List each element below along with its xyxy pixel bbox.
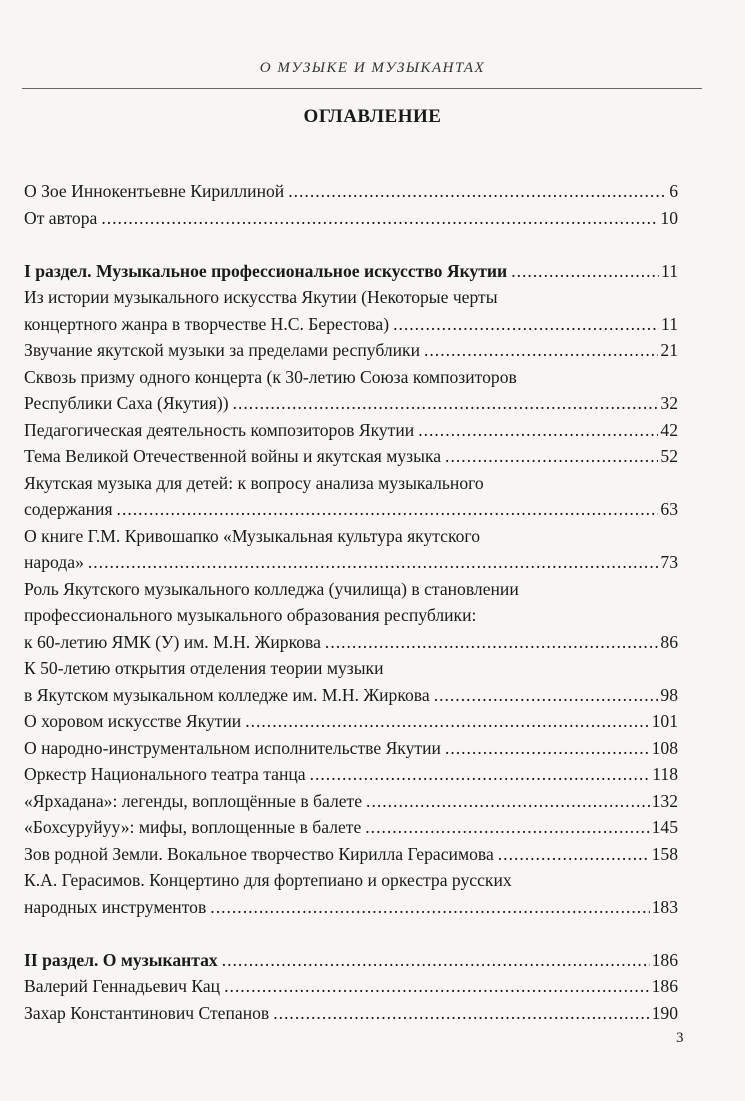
toc-page-number: 186: [651, 949, 678, 970]
toc-entry-line: [24, 549, 678, 576]
toc-entry-title: Педагогическая деятельность композиторов Якутии: [24, 419, 415, 440]
dot-leader: [424, 337, 658, 364]
toc-entry-title: Оркестр Национального театра танца: [24, 764, 306, 784]
toc-entry[interactable]: [24, 841, 678, 868]
toc-entry-line: [24, 841, 678, 868]
toc-entry-title: содержания: [24, 499, 113, 519]
toc-entry[interactable]: [24, 443, 678, 470]
toc-entry[interactable]: [24, 814, 678, 841]
dot-leader: [101, 205, 658, 232]
toc-entry-title: народа»: [24, 552, 84, 572]
toc-entry[interactable]: [24, 337, 678, 364]
toc-entry-line: [24, 629, 678, 656]
toc-entry[interactable]: [24, 284, 678, 337]
table-of-contents: [24, 178, 678, 1026]
toc-entry-title: профессионального музыкального образования республики:: [24, 605, 477, 625]
toc-entry-title: концертного жанра в творчестве Н.С. Берестова): [24, 313, 390, 334]
toc-page-number: 101: [651, 711, 678, 731]
toc-page-number: 73: [660, 552, 678, 572]
toc-entry-line: [24, 284, 678, 311]
toc-entry[interactable]: [24, 470, 678, 523]
toc-entry[interactable]: [24, 761, 678, 788]
toc-entry[interactable]: [24, 788, 678, 815]
toc-page-number: 10: [660, 207, 678, 228]
dot-leader: [310, 761, 651, 788]
toc-entry-line: [24, 470, 678, 497]
toc-entry-line: [24, 390, 678, 417]
toc-entry-title: О хоровом искусстве Якутии: [24, 711, 242, 731]
toc-entry-title: О книге Г.М. Кривошапко «Музыкальная культура якутского: [24, 525, 480, 546]
toc-page-number: 158: [651, 843, 678, 864]
toc-entry-title: к 60-летию ЯМК (У) им. М.Н. Жиркова: [24, 631, 321, 652]
toc-entry-title: Захар Константинович Степанов: [24, 1002, 270, 1023]
toc-entry-line: [24, 655, 678, 682]
toc-entry-line: [24, 417, 678, 444]
toc-entry-line: [24, 258, 678, 285]
toc-page-number: 52: [660, 446, 678, 466]
dot-leader: [418, 417, 658, 444]
toc-entry-title: Звучание якутской музыки за пределами республики: [24, 340, 420, 360]
toc-entry-title: в Якутском музыкальном колледже им. М.Н. Жиркова: [24, 684, 430, 705]
page-number: 3: [676, 1030, 684, 1046]
toc-title: ОГЛАВЛЕНИЕ: [303, 106, 442, 127]
toc-entry-title: Республики Саха (Якутия)): [24, 393, 229, 413]
toc-entry-title: народных инструментов: [24, 896, 207, 917]
running-head: О МУЗЫКЕ И МУЗЫКАНТАХ: [259, 60, 486, 76]
toc-page-number: 132: [651, 790, 678, 811]
toc-entry-line: [24, 894, 678, 921]
toc-entry-title: Роль Якутского музыкального колледжа (училища) в становлении: [24, 578, 519, 599]
toc-entry-title: «Ярхадана»: легенды, воплощённые в балете: [24, 790, 363, 811]
toc-page-number: 190: [651, 1002, 678, 1023]
toc-entry-line: [24, 947, 678, 974]
dot-leader: [210, 894, 649, 921]
header-rule: [22, 88, 702, 89]
toc-page-number: 118: [652, 764, 678, 784]
toc-entry-line: [24, 496, 678, 523]
toc-page-number: 11: [661, 313, 678, 334]
toc-entry-line: [24, 602, 678, 629]
dot-leader: [498, 841, 650, 868]
toc-entry-line: [24, 576, 678, 603]
toc-entry-line: [24, 205, 678, 232]
toc-entry-title: Зов родной Земли. Вокальное творчество Кирилла Герасимова: [24, 843, 494, 864]
toc-page-number: 98: [660, 684, 678, 705]
toc-page-number: 186: [651, 976, 678, 996]
toc-entry[interactable]: [24, 576, 678, 656]
toc-entry[interactable]: [24, 364, 678, 417]
dot-leader: [445, 735, 650, 762]
toc-entry[interactable]: [24, 523, 678, 576]
toc-entry-title: Тема Великой Отечественной войны и якутская музыка: [24, 446, 442, 466]
section-spacer: [24, 920, 678, 947]
toc-entry-title: О народно-инструментальном исполнительстве Якутии: [24, 737, 441, 758]
dot-leader: [434, 682, 659, 709]
toc-entry[interactable]: [24, 735, 678, 762]
dot-leader: [325, 629, 658, 656]
dot-leader: [365, 814, 649, 841]
toc-entry-line: [24, 337, 678, 364]
toc-page-number: 6: [669, 181, 678, 201]
toc-entry-title: Из истории музыкального искусства Якутии (Некоторые черты: [24, 287, 498, 307]
toc-section-entry[interactable]: [24, 258, 678, 285]
dot-leader: [366, 788, 650, 815]
toc-entry-title: О Зое Иннокентьевне Кириллиной: [24, 181, 285, 201]
toc-entry-line: [24, 178, 678, 205]
dot-leader: [233, 390, 659, 417]
toc-entry-title: К.А. Герасимов. Концертино для фортепиано и оркестра русских: [24, 870, 512, 890]
toc-page-number: 145: [651, 817, 678, 837]
toc-entry-title: Якутская музыка для детей: к вопросу анализа музыкального: [24, 472, 484, 493]
dot-leader: [273, 1000, 649, 1027]
toc-entry-line: [24, 761, 678, 788]
toc-entry[interactable]: [24, 205, 678, 232]
toc-page-number: 183: [651, 896, 678, 917]
toc-entry-line: [24, 1000, 678, 1027]
toc-entry-line: [24, 814, 678, 841]
toc-entry-title: II раздел. О музыкантах: [24, 949, 218, 970]
toc-entry-title: I раздел. Музыкальное профессиональное искусство Якутии: [24, 260, 508, 281]
toc-entry-line: [24, 682, 678, 709]
dot-leader: [222, 947, 650, 974]
toc-entry[interactable]: [24, 417, 678, 444]
toc-entry-line: [24, 523, 678, 550]
toc-page-number: 42: [660, 419, 678, 440]
toc-entry[interactable]: [24, 867, 678, 920]
toc-entry-line: [24, 788, 678, 815]
toc-page-number: 108: [651, 737, 678, 758]
toc-entry[interactable]: [24, 655, 678, 708]
toc-entry[interactable]: [24, 708, 678, 735]
toc-entry-line: [24, 735, 678, 762]
toc-entry[interactable]: [24, 178, 678, 205]
toc-page-number: 32: [660, 393, 678, 413]
toc-entry-line: [24, 311, 678, 338]
dot-leader: [245, 708, 649, 735]
dot-leader: [445, 443, 658, 470]
dot-leader: [288, 178, 667, 205]
dot-leader: [224, 973, 650, 1000]
toc-entry-title: От автора: [24, 207, 98, 228]
toc-entry-line: [24, 364, 678, 391]
toc-page-number: 11: [661, 260, 678, 281]
toc-entry-line: [24, 443, 678, 470]
toc-entry-title: Сквозь призму одного концерта (к 30-летию Союза композиторов: [24, 366, 517, 387]
toc-section-entry[interactable]: [24, 947, 678, 974]
toc-page-number: 21: [660, 340, 678, 360]
dot-leader: [117, 496, 659, 523]
toc-page-number: 63: [660, 499, 678, 519]
toc-entry-line: [24, 708, 678, 735]
toc-entry-line: [24, 973, 678, 1000]
dot-leader: [393, 311, 659, 338]
toc-entry-title: «Бохсуруйуу»: мифы, воплощенные в балете: [24, 817, 362, 837]
dot-leader: [511, 258, 659, 285]
toc-entry-title: Валерий Геннадьевич Кац: [24, 976, 221, 996]
toc-entry-line: [24, 867, 678, 894]
section-spacer: [24, 231, 678, 258]
toc-entry[interactable]: [24, 973, 678, 1000]
dot-leader: [88, 549, 659, 576]
toc-entry[interactable]: [24, 1000, 678, 1027]
toc-page-number: 86: [660, 631, 678, 652]
toc-entry-title: К 50-летию открытия отделения теории музыки: [24, 658, 384, 678]
